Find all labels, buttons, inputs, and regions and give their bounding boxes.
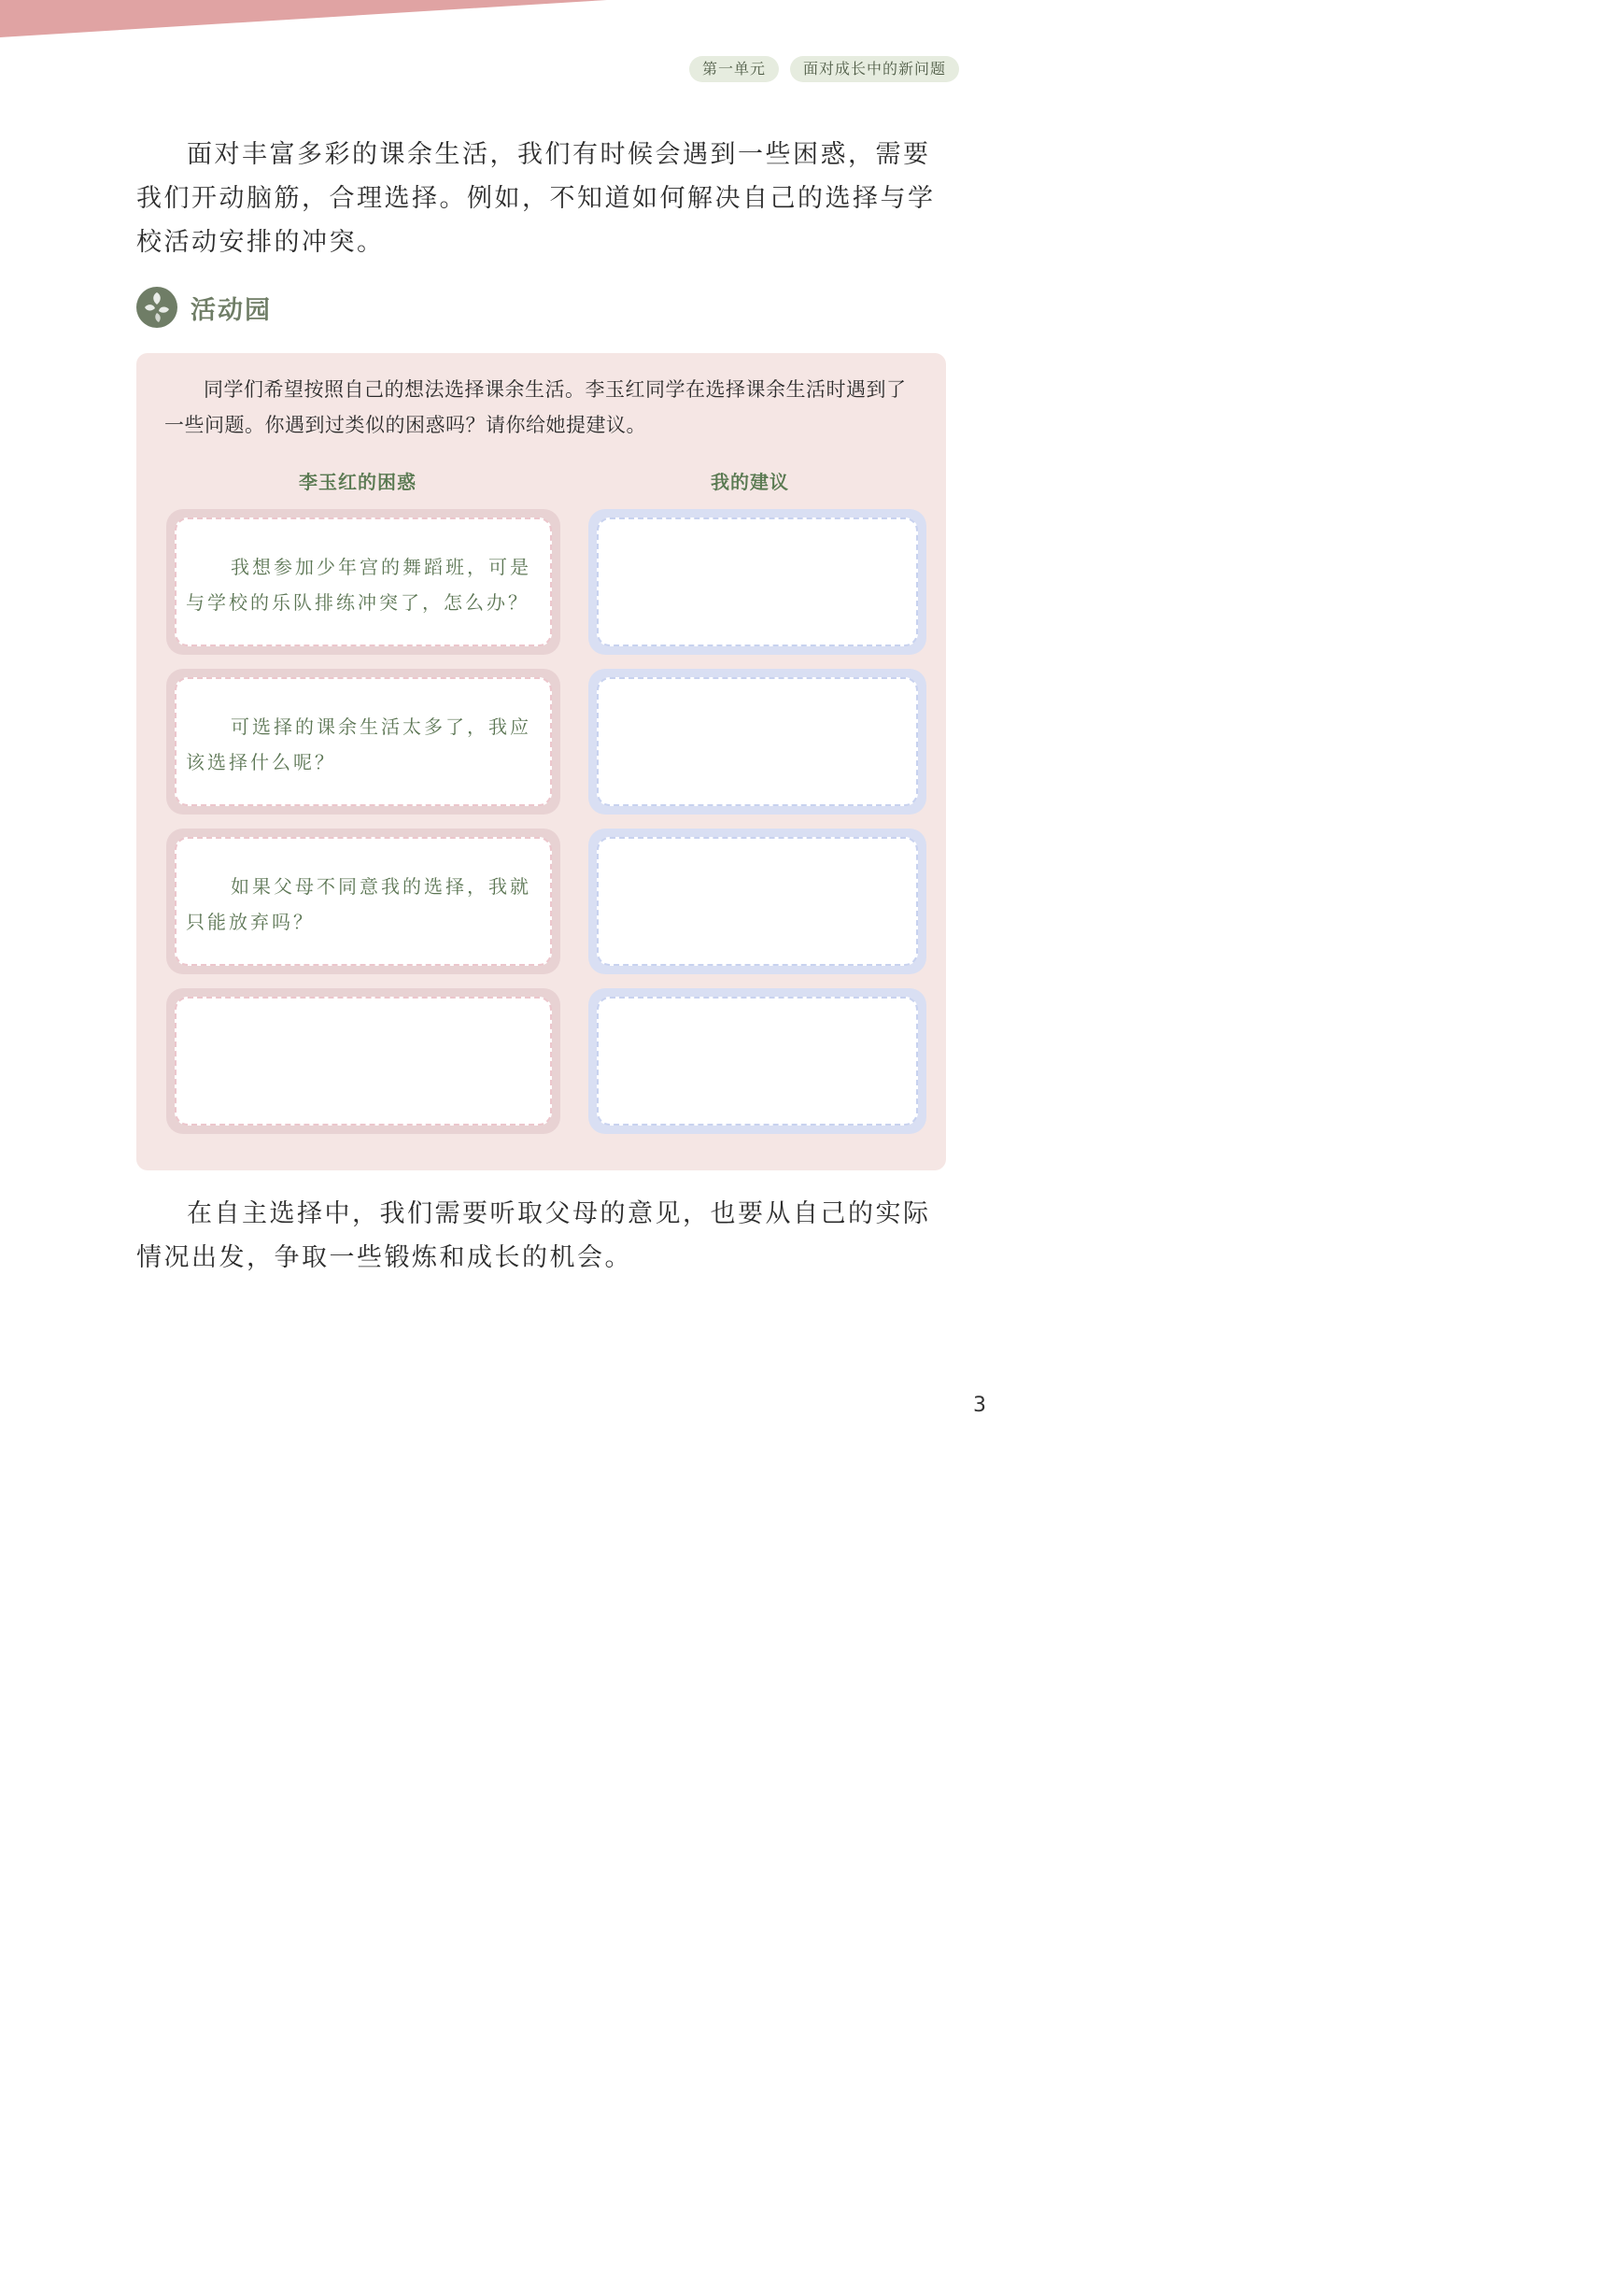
unit-label: 第一单元: [689, 56, 779, 82]
suggestion-card[interactable]: [588, 988, 926, 1134]
suggestions-column-header: 我的建议: [711, 471, 789, 493]
concerns-column-header: 李玉红的困惑: [299, 471, 417, 493]
concern-card: [166, 829, 560, 974]
intro-paragraph-block: [136, 133, 947, 264]
page-number: 3: [973, 1394, 986, 1417]
suggestion-answer-area[interactable]: [597, 517, 918, 646]
suggestion-card[interactable]: [588, 669, 926, 815]
activity-prompt: 同学们希望按照自己的想法选择课余生活。李玉红同学在选择课余生活时遇到了一些问题。你遇到过类似的困惑吗？请你给她提建议。: [164, 378, 907, 436]
suggestion-card[interactable]: [588, 509, 926, 655]
concern-answer-area[interactable]: [175, 997, 552, 1126]
suggestion-answer-area[interactable]: [597, 837, 918, 966]
concern-text: 如果父母不同意我的选择，我就只能放弃吗？: [186, 875, 531, 933]
concern-card-body: [175, 517, 552, 646]
concern-card-body: [175, 837, 552, 966]
concern-card: [166, 509, 560, 655]
page-header: [689, 56, 959, 82]
activity-heading: [136, 287, 272, 328]
concern-text: 可选择的课余生活太多了，我应该选择什么呢？: [186, 715, 531, 773]
concern-card-body: [175, 677, 552, 806]
top-decorative-band: [0, 0, 1027, 37]
closing-paragraph: 在自主选择中，我们需要听取父母的意见，也要从自己的实际情况出发，争取一些锻炼和成长的机会。: [136, 1199, 931, 1272]
activity-box: [136, 353, 946, 1170]
leaves-icon: [136, 287, 177, 328]
intro-paragraph: 面对丰富多彩的课余生活，我们有时候会遇到一些困惑，需要我们开动脑筋，合理选择。例如，不知道如何解决自己的选择与学校活动安排的冲突。: [136, 140, 936, 257]
unit-title: 面对成长中的新问题: [790, 56, 959, 82]
suggestion-answer-area[interactable]: [597, 677, 918, 806]
suggestion-card[interactable]: [588, 829, 926, 974]
concern-card: [166, 669, 560, 815]
activity-title: 活动园: [191, 295, 272, 325]
closing-paragraph-block: [136, 1192, 947, 1280]
concern-text: 我想参加少年宫的舞蹈班，可是与学校的乐队排练冲突了，怎么办？: [186, 556, 531, 614]
concern-card-blank[interactable]: [166, 988, 560, 1134]
suggestion-answer-area[interactable]: [597, 997, 918, 1126]
